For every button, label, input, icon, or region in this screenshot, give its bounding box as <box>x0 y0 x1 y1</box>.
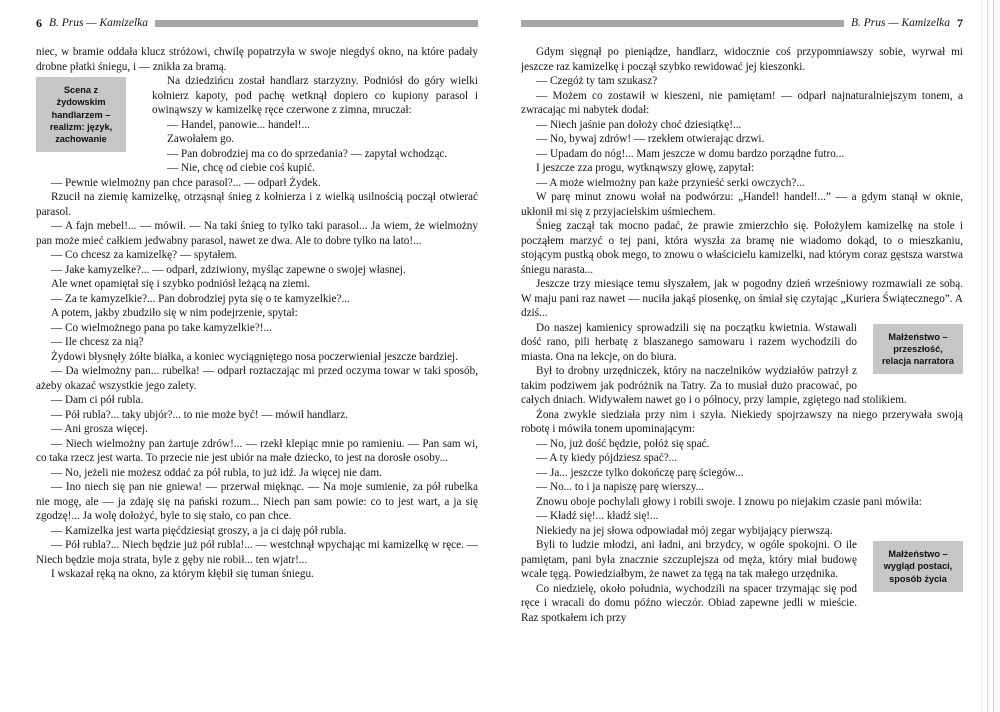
margin-note: Scena z żydowskim handlarzem – realizm: język, zachowanie <box>36 77 126 152</box>
paragraph: — Pewnie wielmożny pan chce parasol?... — odparł Żydek. <box>51 176 321 189</box>
paragraph: niec, w bramie oddała klucz stróżowi, chwilę popatrzyła w swoje niegdyś okno, na które padały drobne płatki śniegu, i — znikła za bramą. <box>36 46 478 73</box>
paragraph: — Nie, chcę od ciebie coś kupić. <box>167 162 315 174</box>
margin-note: Małżeństwo – przeszłość, relacja narratora <box>873 324 963 375</box>
page-right <box>521 0 963 712</box>
page-number-left: 6 <box>36 15 42 30</box>
running-title-left: B. Prus — Kamizelka <box>49 17 149 29</box>
paragraph: — Pół rubla?... Niech będzie już pół rubla!... — westchnął wpychając mi kamizelkę w ręce. — Niech będzie moja strata, byle z gęby nie robił... ten wjatr!... <box>36 539 478 566</box>
paragraph: — Co chcesz za kamizelkę? — spytałem. <box>51 249 238 261</box>
paragraph: — Za te kamyzelkie?... Pan dobrodziej pyta się o te kamyzelkie?... <box>51 292 350 305</box>
paragraph: — Ino niech się pan nie gniewa! — przerwał mięknąc. — Na moje sumienie, za pół rubelka nie mogę, ale — ja zdaję się na pański rozum... Niech pan sam powie: co to jest wart, a ja się zgodzę!... Ja wolę dołożyć, byle to się stało, co pan chce. <box>36 481 478 522</box>
paragraph: — A fajn mebel!... — mówił. — Na taki śnieg to tylko taki parasol... Ja wiem, że wielmożny pan może mieć całkiem jedwabny parasol, nawet ze dwa. Ale to dobre tylko na lato!... <box>36 220 478 247</box>
paragraph: — No, bywaj zdrów! — rzekłem otwierając drzwi. <box>536 133 765 145</box>
paragraph: — A może wielmożny pan każe przynieść serki owczych?... <box>536 176 805 189</box>
paragraph: Zawołałem go. <box>167 133 235 145</box>
paragraph: Byli to ludzie młodzi, ani ładni, ani brzydcy, w ogóle spokojni. O ile pamiętam, pani była znacznie szczuplejsza od męża, który miał budowę wcale tęgą. Powiedziałbym, że nawet za tęgą na tak małego urzędnika. <box>521 539 857 580</box>
paragraph: — Handel, panowie... handel!... <box>167 118 310 131</box>
paragraph: — Czegóż ty tam szukasz? <box>536 75 658 87</box>
paragraph: A potem, jakby zbudziło się w nim podejrzenie, spytał: <box>51 307 298 319</box>
paragraph: — Możem co zostawił w kieszeni, nie pamiętam! — odparł najnaturalniejszym tonem, a zwracając mi nabytek dodał: <box>521 89 963 116</box>
header-rule-right <box>521 20 844 27</box>
paragraph: Niekiedy na jej słowa odpowiadał mój zegar wybijający pierwszą. <box>536 524 833 537</box>
paragraph: — Pół rubla?... taky ubjór?... to nie może być! — mówił handlarz. <box>51 408 349 421</box>
paragraph: I wskazał ręką na okno, za którym kłębił się tuman śniegu. <box>51 568 314 580</box>
paragraph: — Kamizelka jest warta pięćdziesiąt groszy, a ja ci daję pół rubla. <box>51 524 347 537</box>
paragraph: — Ile chcesz za nią? <box>51 336 144 348</box>
scan-page-edge <box>981 0 982 712</box>
page-text-right <box>521 45 963 625</box>
scan-page-edge <box>993 0 994 712</box>
running-title-right: B. Prus — Kamizelka <box>850 17 950 29</box>
paragraph: Jeszcze trzy miesiące temu słyszałem, jak w pogodny dzień wrześniowy rozmawiali ze sobą. W maju pani raz nawet — nuciła jakąś piosenkę, on śmiał się czytając „Kuriera Świątecznego”. A dziś... <box>521 278 963 319</box>
paragraph: Śnieg zaczął tak mocno padać, że prawie zmierzchło się. Położyłem kamizelkę na stole i począłem marzyć o tej pani, która wyszła za bramę nie wiadomo dokąd, to o mieszkaniu, stojącym pustką obok mego, to znowu o właścicielu kamizelki, nad którym coraz gęstsza warstwa śniegu narasta... <box>521 220 963 276</box>
paragraph: — Niech jaśnie pan dołoży choć dziesiątkę!... <box>536 118 742 131</box>
paragraph: — Da wielmożny pan... rubelka! — odparł roztaczając mi przed oczyma towar w taki sposób, ażeby okazać wszystkie jego zalety. <box>36 365 478 392</box>
page-header-right <box>521 16 963 30</box>
page-header-left <box>36 16 478 30</box>
paragraph: — No, już dość będzie, połóż się spać. <box>536 437 710 450</box>
paragraph: — No, jeżeli nie możesz oddać za pół rubla, to już idź. Ja więcej nie dam. <box>51 466 382 479</box>
paragraph: Żona zwykle siedziała przy nim i szyła. Niekiedy spojrzawszy na niego przerywała swoją robotę i mówiła tonem upominającym: <box>521 408 963 435</box>
margin-note: Małżeństwo – wygląd postaci, sposób życia <box>873 541 963 592</box>
page-left <box>36 0 478 712</box>
paragraph: — No... to i ja napiszę parę wierszy... <box>536 481 704 493</box>
paragraph: — Ani grosza więcej. <box>51 423 148 435</box>
paragraph: Ale wnet opamiętał się i szybko podniósł leżącą na ziemi. <box>51 278 311 290</box>
paragraph: — Co wielmożnego pana po take kamyzelkie?!... <box>51 321 272 334</box>
paragraph: Był to drobny urzędniczek, który na naczelników wydziałów patrzył z takim podziwem jak podróżnik na Tatry. Za to musiał dużo pracować, po całych dniach. Widywałem nawet go i o północy, przy lampie, zgiętego nad stolikiem. <box>521 365 907 406</box>
page-number-right: 7 <box>957 15 963 30</box>
paragraph: Rzucił na ziemię kamizelkę, otrząsnął śnieg z kołnierza i z wielką usilnością począł otwierać parasol. <box>36 191 478 218</box>
paragraph: — Pan dobrodziej ma co do sprzedania? — zapytał wchodząc. <box>167 147 448 160</box>
paragraph: Znowu oboje pochylali głowy i robili swoje. I znowu po niejakim czasie pani mówiła: <box>536 495 922 508</box>
paragraph: I jeszcze zza progu, wytknąwszy głowę, zapytał: <box>536 162 755 174</box>
scan-page-edge <box>987 0 988 712</box>
paragraph: — Ja... jeszcze tylko dokończę parę ściegów... <box>536 466 744 479</box>
paragraph: — Niech wielmożny pan żartuje zdrów!... — rzekł klepiąc mnie po ramieniu. — Pan sam wi, co taka rzecz jest warta. To przecie nie jest ubiór na małe dziecko, to jest na dorosłe osoby... <box>36 437 478 464</box>
paragraph: Żydowi błysnęły żółte białka, a koniec wyciągniętego nosa poczerwieniał jeszcze bardziej. <box>51 350 458 363</box>
header-rule-left <box>155 20 478 27</box>
paragraph: Gdym sięgnął po pieniądze, handlarz, widocznie coś przypomniawszy sobie, wyrwał mi jeszcze raz kamizelkę i począł szybko rewidować jej kieszonki. <box>521 46 963 73</box>
paragraph: Co niedzielę, około południa, wychodzili na spacer trzymając się pod ręce i wracali do domu późno wieczór. Obiad zapewne jedli w mieście. Raz spotkałem ich przy <box>521 582 857 624</box>
paragraph: Do naszej kamienicy sprowadzili się na początku kwietnia. Wstawali dość rano, pili herbatę z blaszanego samowaru i razem wychodzili do miasta. Ona na lekcje, on do biura. <box>521 321 857 363</box>
paragraph: — Kładź się!... kładź się!... <box>536 510 659 522</box>
paragraph: — Dam ci pół rubla. <box>51 394 144 406</box>
paragraph: — Upadam do nóg!... Mam jeszcze w domu bardzo porządne futro... <box>536 147 845 160</box>
paragraph: — Jake kamyzelke?... — odparł, zdziwiony, myśląc zapewne o swojej własnej. <box>51 263 406 276</box>
paragraph: W parę minut znowu wołał na podwórzu: „Handel! handel!...” — a gdym stanął w oknie, ukłonił mi się z przyjacielskim uśmiechem. <box>521 191 963 218</box>
page-text-left <box>36 45 478 582</box>
paragraph: Na dziedzińcu został handlarz starzyzny. Podniósł do góry wielki kołnierz kapoty, pod pachę wetknął dopiero co kupiony parasol i owinąwszy w kamizelkę ręce czerwone z zimna, mruczał: <box>152 75 478 116</box>
paragraph: — A ty kiedy pójdziesz spać?... <box>536 452 678 464</box>
